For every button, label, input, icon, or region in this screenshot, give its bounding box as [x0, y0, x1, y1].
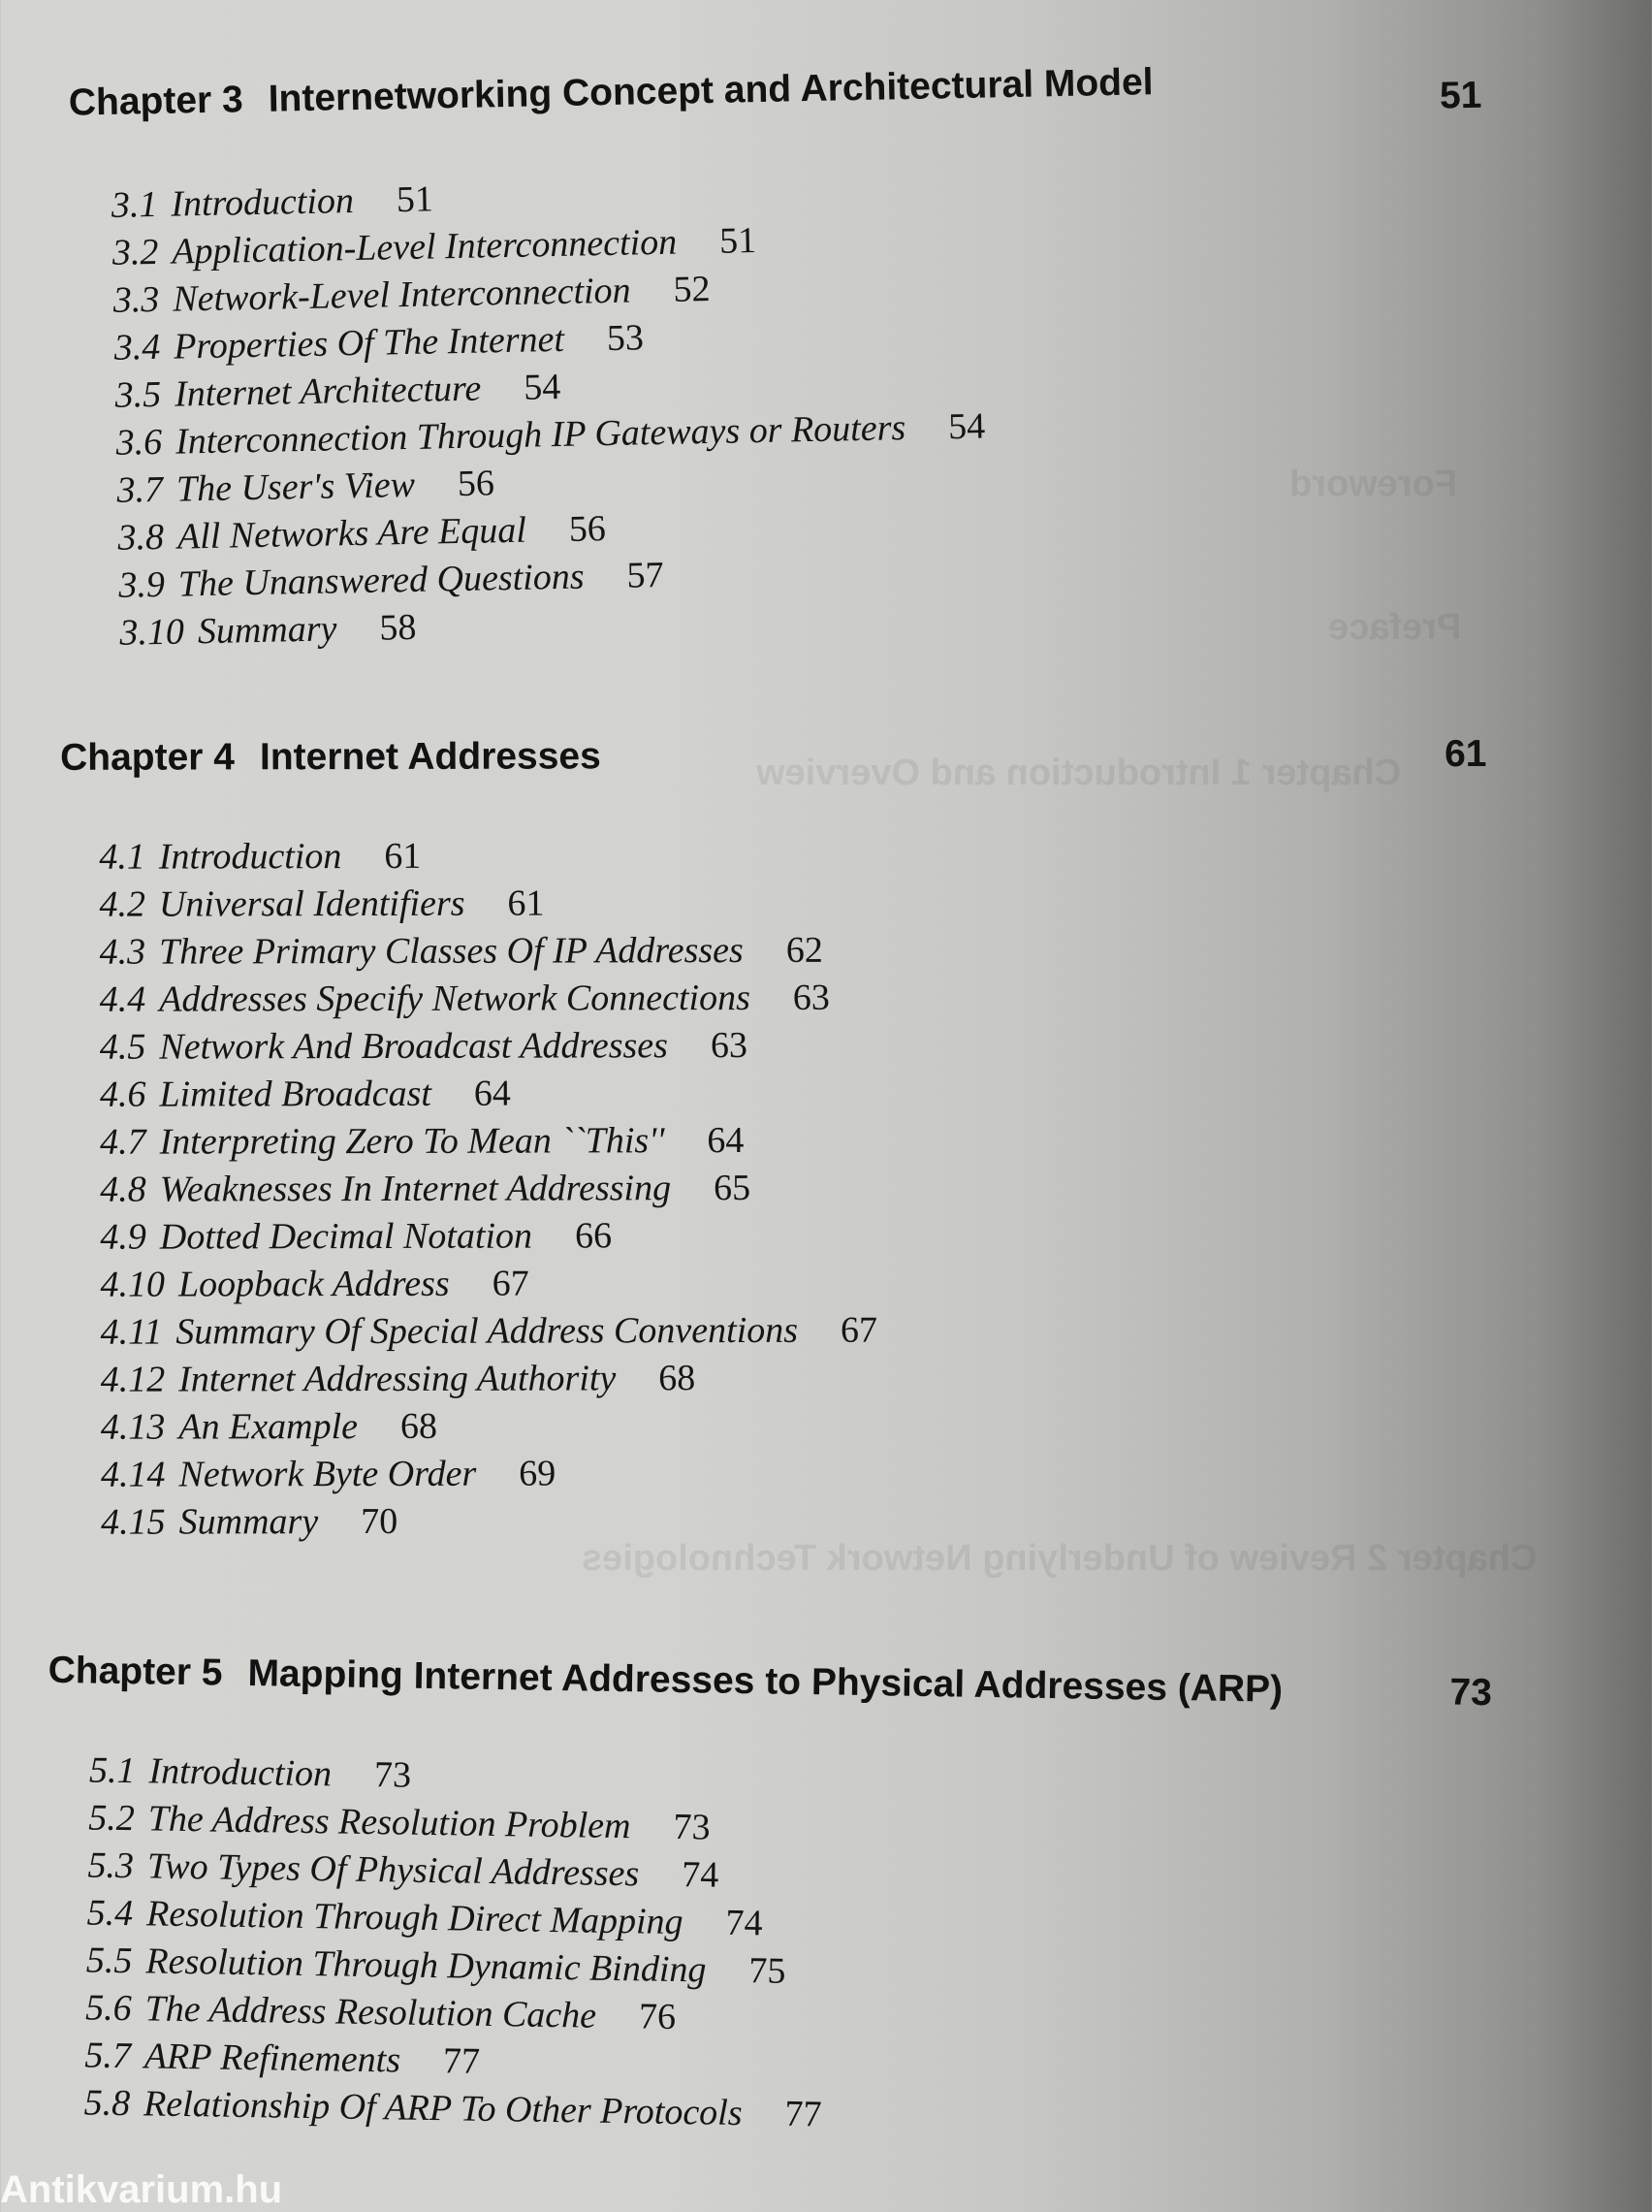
section-page-number: 54 [523, 366, 561, 408]
section-title: Dotted Decimal Notation [159, 1215, 533, 1258]
section-page-number: 64 [473, 1073, 511, 1114]
section-page-number: 51 [396, 178, 434, 221]
section-title: Addresses Specify Network Connections [159, 977, 750, 1020]
section-title: The Unanswered Questions [177, 556, 585, 605]
section-title: Network Byte Order [178, 1453, 477, 1495]
section-number: 4.12 [100, 1359, 166, 1400]
section-number: 5.8 [83, 2082, 131, 2125]
section-title: Three Primary Classes Of IP Addresses [159, 929, 744, 973]
toc-entry [101, 1402, 878, 1452]
chapter-title: Internet Addresses [259, 735, 601, 779]
watermark-text: Antikvarium.hu [0, 2168, 283, 2211]
show-through-chapter2: Chapter 2 Review of Underlying Network Technologies [582, 1538, 1538, 1579]
section-title: An Example [178, 1406, 359, 1448]
section-title: The Address Resolution Problem [147, 1798, 631, 1847]
toc-entry [100, 927, 877, 977]
section-number: 3.6 [115, 421, 163, 464]
section-title: Internet Architecture [174, 368, 482, 415]
section-page-number: 66 [574, 1215, 613, 1257]
section-page-number: 77 [442, 2040, 481, 2082]
chapter-label: Chapter 3 [68, 79, 244, 124]
section-page-number: 63 [792, 977, 830, 1018]
section-list [111, 166, 989, 657]
section-number: 4.11 [100, 1311, 163, 1353]
section-title: Relationship Of ARP To Other Protocols [143, 2083, 743, 2134]
section-page-number: 70 [361, 1500, 398, 1543]
section-number: 3.1 [111, 183, 158, 226]
toc-entry [100, 1165, 877, 1214]
toc-entry [101, 1355, 878, 1404]
section-title: Network And Broadcast Addresses [159, 1025, 668, 1068]
toc-entry [99, 880, 876, 929]
section-number: 3.8 [117, 516, 165, 559]
toc-entry [100, 1022, 877, 1072]
section-page-number: 52 [673, 268, 711, 310]
section-title: Resolution Through Direct Mapping [145, 1893, 683, 1943]
chapter-title: Mapping Internet Addresses to Physical Addresses (ARP) [247, 1652, 1284, 1711]
section-number: 3.4 [113, 326, 161, 369]
section-number: 3.2 [111, 231, 159, 273]
section-number: 3.10 [118, 611, 185, 654]
section-page-number: 61 [507, 882, 545, 924]
section-page-number: 56 [568, 508, 607, 550]
section-number: 4.3 [99, 931, 146, 973]
section-list [83, 1747, 827, 2138]
section-title: Interconnection Through IP Gateways or Routers [175, 407, 906, 463]
chapter-heading [48, 1650, 1283, 1712]
section-title: Introduction [148, 1750, 333, 1795]
section-title: Two Types Of Physical Addresses [146, 1845, 640, 1895]
section-number: 4.5 [99, 1026, 146, 1068]
section-number: 5.4 [86, 1892, 134, 1935]
section-page-number: 77 [784, 2093, 822, 2135]
section-page-number: 68 [658, 1358, 696, 1399]
section-page-number: 63 [710, 1024, 747, 1067]
section-number: 5.1 [88, 1749, 136, 1792]
section-page-number: 56 [457, 463, 495, 505]
section-page-number: 74 [725, 1902, 763, 1944]
section-number: 3.9 [118, 563, 166, 606]
section-number: 4.2 [99, 883, 146, 925]
chapter-heading [60, 735, 601, 779]
section-page-number: 76 [638, 1996, 677, 2037]
section-page-number: 64 [707, 1119, 745, 1162]
section-page-number: 73 [373, 1754, 412, 1796]
section-number: 4.7 [100, 1121, 146, 1163]
show-through-chapter1: Chapter 1 Introduction and Overview [756, 753, 1402, 793]
section-number: 4.8 [100, 1169, 146, 1210]
section-page-number: 54 [947, 405, 986, 448]
section-number: 3.7 [116, 468, 164, 511]
show-through-foreword: Foreword [1289, 464, 1458, 504]
toc-entry [100, 1070, 877, 1119]
section-title: All Networks Are Equal [176, 509, 527, 558]
section-page-number: 69 [519, 1453, 556, 1494]
section-number: 4.14 [100, 1454, 166, 1495]
section-number: 4.15 [101, 1501, 166, 1543]
toc-entry [100, 1117, 877, 1167]
toc-entry [101, 1497, 878, 1547]
section-page-number: 51 [718, 220, 757, 262]
section-number: 4.1 [99, 836, 145, 878]
chapter-5-section [0, 1649, 1652, 2135]
section-page-number: 61 [384, 835, 422, 877]
section-title: Internet Addressing Authority [178, 1358, 617, 1400]
section-page-number: 73 [673, 1806, 711, 1848]
section-number: 5.5 [85, 1940, 133, 1982]
section-title: Loopback Address [177, 1263, 450, 1305]
section-number: 3.3 [112, 278, 160, 321]
section-number: 5.6 [84, 1987, 133, 2030]
section-page-number: 65 [714, 1167, 751, 1209]
section-number: 3.5 [114, 373, 162, 416]
toc-entry [100, 1212, 877, 1262]
toc-entry [101, 1450, 878, 1499]
section-title: ARP Refinements [143, 2036, 401, 2081]
section-title: Interpreting Zero To Mean ``This'' [159, 1120, 665, 1163]
section-title: Resolution Through Dynamic Binding [145, 1940, 707, 1991]
section-title: Properties Of The Internet [173, 318, 565, 368]
section-number: 4.4 [99, 978, 146, 1020]
toc-entry [99, 832, 876, 882]
section-number: 4.6 [99, 1074, 146, 1115]
section-title: Universal Identifiers [158, 882, 465, 925]
section-page-number: 57 [626, 554, 664, 596]
show-through-preface: Preface [1328, 607, 1462, 648]
section-title: Limited Broadcast [159, 1073, 431, 1115]
toc-entry [100, 975, 877, 1024]
section-page-number: 58 [378, 606, 417, 649]
section-title: Network-Level Interconnection [172, 270, 631, 320]
section-title: The User's View [175, 464, 416, 510]
chapter-heading [68, 61, 1154, 124]
section-number: 4.10 [100, 1264, 166, 1305]
section-title: Weaknesses In Internet Addressing [159, 1168, 672, 1210]
toc-entry [101, 1307, 878, 1357]
section-title: The Address Resolution Cache [144, 1988, 597, 2036]
chapter-page-number: 73 [1449, 1671, 1493, 1715]
chapter-label: Chapter 5 [48, 1649, 223, 1694]
section-number: 5.7 [84, 2035, 132, 2077]
section-page-number: 67 [840, 1309, 878, 1351]
section-title: Introduction [158, 836, 342, 878]
section-page-number: 67 [492, 1263, 529, 1304]
section-title: Summary [178, 1501, 319, 1543]
section-title: Application-Level Interconnection [171, 221, 678, 272]
section-page-number: 68 [399, 1405, 438, 1447]
section-title: Introduction [170, 180, 355, 225]
section-list [99, 832, 877, 1547]
section-title: Summary Of Special Address Conventions [175, 1309, 799, 1353]
chapter-label: Chapter 4 [59, 736, 236, 779]
section-page-number: 62 [785, 929, 823, 971]
section-number: 5.3 [87, 1844, 135, 1887]
section-page-number: 53 [606, 317, 645, 360]
chapter-page-number: 61 [1444, 732, 1487, 776]
section-number: 5.2 [87, 1797, 136, 1840]
chapter-page-number: 51 [1439, 74, 1482, 117]
toc-entry [100, 1260, 877, 1309]
section-page-number: 74 [681, 1854, 719, 1896]
section-number: 4.9 [100, 1216, 146, 1258]
section-number: 4.13 [100, 1406, 166, 1448]
chapter-title: Internetworking Concept and Architectural Model [268, 61, 1154, 120]
section-page-number: 75 [748, 1950, 786, 1992]
section-title: Summary [197, 608, 337, 653]
